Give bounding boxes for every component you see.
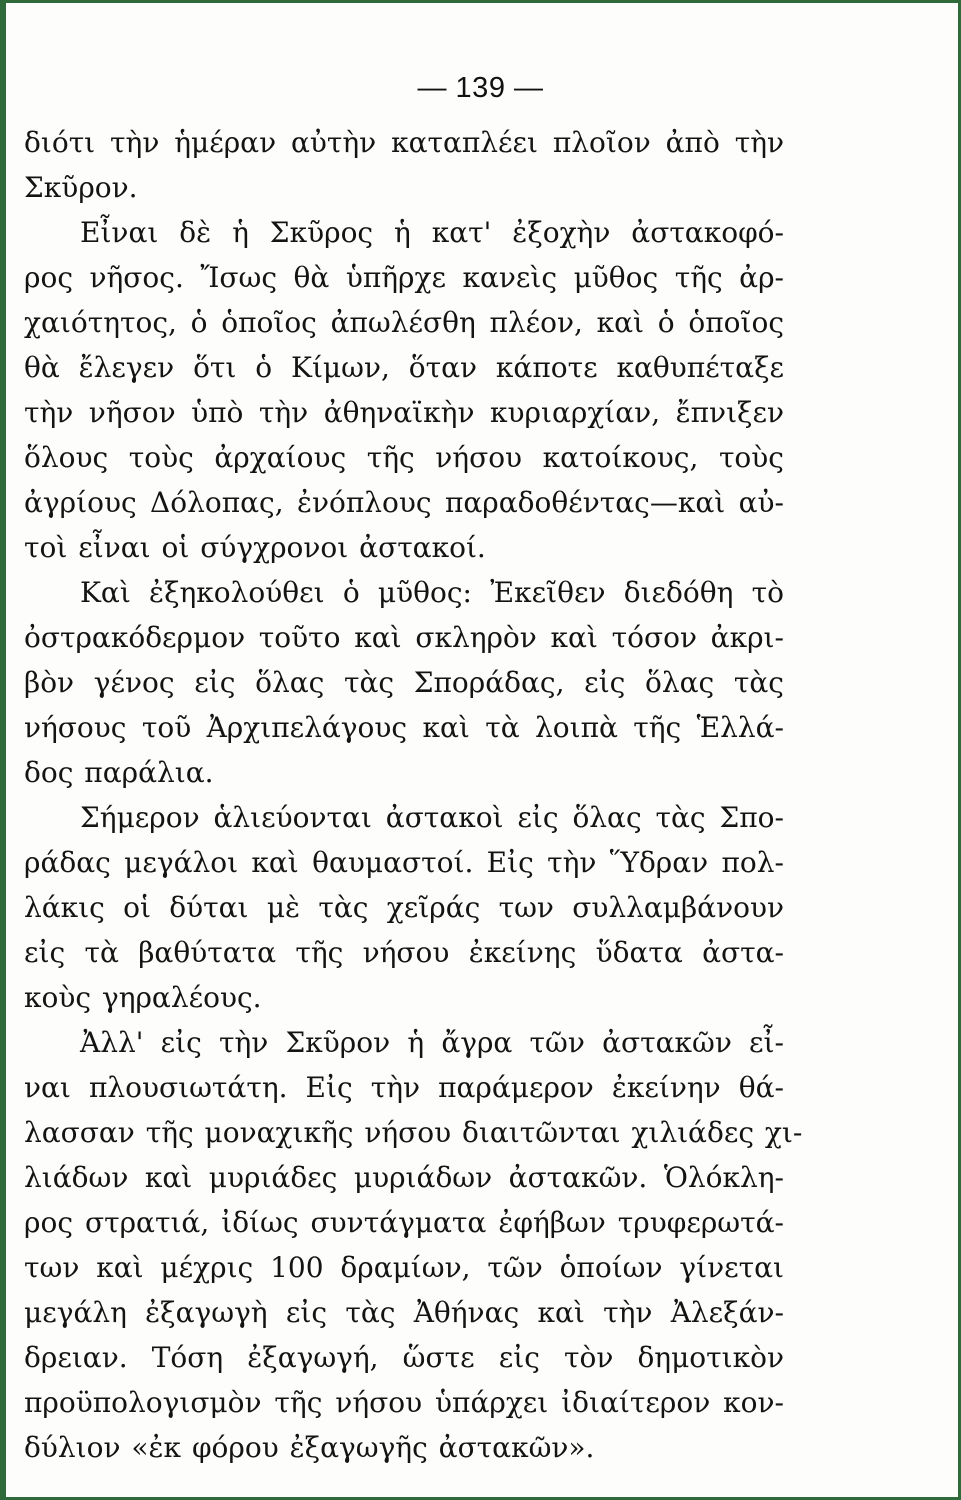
- text-line: μεγάλη ἐξαγωγὴ εἰς τὰς Ἀθήνας καὶ τὴν Ἀλεξάν-: [24, 1296, 784, 1329]
- text-line: ὀστρακόδερμον τοῦτο καὶ σκληρὸν καὶ τόσον ἀκρι-: [24, 621, 784, 654]
- text-line: κοὺς γηραλέους.: [24, 981, 262, 1014]
- text-line: εἰς τὰ βαθύτατα τῆς νήσου ἐκείνης ὕδατα ἀστα-: [24, 936, 784, 969]
- text-line: ὅλους τοὺς ἀρχαίους τῆς νήσου κατοίκους, τοὺς: [24, 441, 784, 474]
- text-line: ρος νῆσος. Ἴσως θὰ ὑπῆρχε κανεὶς μῦθος τῆς ἀρ-: [24, 261, 784, 294]
- text-line: τοὶ εἶναι οἱ σύγχρονοι ἀστακοί.: [24, 531, 486, 564]
- text-line: διότι τὴν ἡμέραν αὐτὴν καταπλέει πλοῖον ἀπὸ τὴν: [24, 126, 784, 159]
- text-line: θὰ ἔλεγεν ὅτι ὁ Κίμων, ὅταν κάποτε καθυπέταξε: [24, 351, 784, 384]
- text-line: δρειαν. Τόση ἐξαγωγή, ὥστε εἰς τὸν δημοτικὸν: [24, 1341, 784, 1374]
- scan-edge: [0, 0, 6, 1500]
- text-line: Σήμερον ἁλιεύονται ἀστακοὶ εἰς ὅλας τὰς Σπο-: [80, 801, 784, 834]
- text-line: προϋπολογισμὸν τῆς νήσου ὑπάρχει ἰδιαίτερον κον-: [24, 1386, 784, 1419]
- text-line: λασσαν τῆς μοναχικῆς νήσου διαιτῶνται χιλιάδες χι-: [24, 1116, 803, 1149]
- text-line: δύλιον «ἐκ φόρου ἐξαγωγῆς ἀστακῶν».: [24, 1431, 595, 1464]
- text-line: νήσους τοῦ Ἀρχιπελάγους καὶ τὰ λοιπὰ τῆς Ἑλλά-: [24, 711, 784, 744]
- text-line: Ἀλλ' εἰς τὴν Σκῦρον ἡ ἄγρα τῶν ἀστακῶν εἶ-: [80, 1026, 784, 1059]
- text-line: βὸν γένος εἰς ὅλας τὰς Σποράδας, εἰς ὅλας τὰς: [24, 666, 784, 699]
- text-line: ἀγρίους Δόλοπας, ἐνόπλους παραδοθέντας—καὶ αὐ-: [24, 486, 784, 519]
- text-line: λιάδων καὶ μυριάδες μυριάδων ἀστακῶν. Ὁλόκλη-: [24, 1161, 784, 1194]
- text-line: Καὶ ἐξηκολούθει ὁ μῦθος: Ἐκεῖθεν διεδόθη τὸ: [80, 576, 784, 609]
- page-number: — 139 —: [417, 72, 544, 104]
- text-line: των καὶ μέχρις 100 δραμίων, τῶν ὁποίων γίνεται: [24, 1251, 784, 1284]
- text-line: ρος στρατιά, ἰδίως συντάγματα ἐφήβων τρυφερωτά-: [24, 1206, 784, 1239]
- text-line: τὴν νῆσον ὑπὸ τὴν ἀθηναϊκὴν κυριαρχίαν, ἔπνιξεν: [24, 396, 784, 429]
- text-line: ράδας μεγάλοι καὶ θαυμαστοί. Εἰς τὴν Ὕδραν πολ-: [24, 846, 784, 879]
- text-line: Εἶναι δὲ ἡ Σκῦρος ἡ κατ' ἐξοχὴν ἀστακοφό-: [80, 216, 784, 249]
- text-line: ναι πλουσιωτάτη. Εἰς τὴν παράμερον ἐκείνην θά-: [24, 1071, 784, 1104]
- text-line: Σκῦρον.: [24, 171, 138, 204]
- body-text: [24, 120, 803, 1470]
- text-line: δος παράλια.: [24, 756, 214, 789]
- text-line: λάκις οἱ δύται μὲ τὰς χεῖράς των συλλαμβάνουν: [24, 891, 784, 924]
- text-line: χαιότητος, ὁ ὁποῖος ἀπωλέσθη πλέον, καὶ ὁ ὁποῖος: [24, 306, 784, 339]
